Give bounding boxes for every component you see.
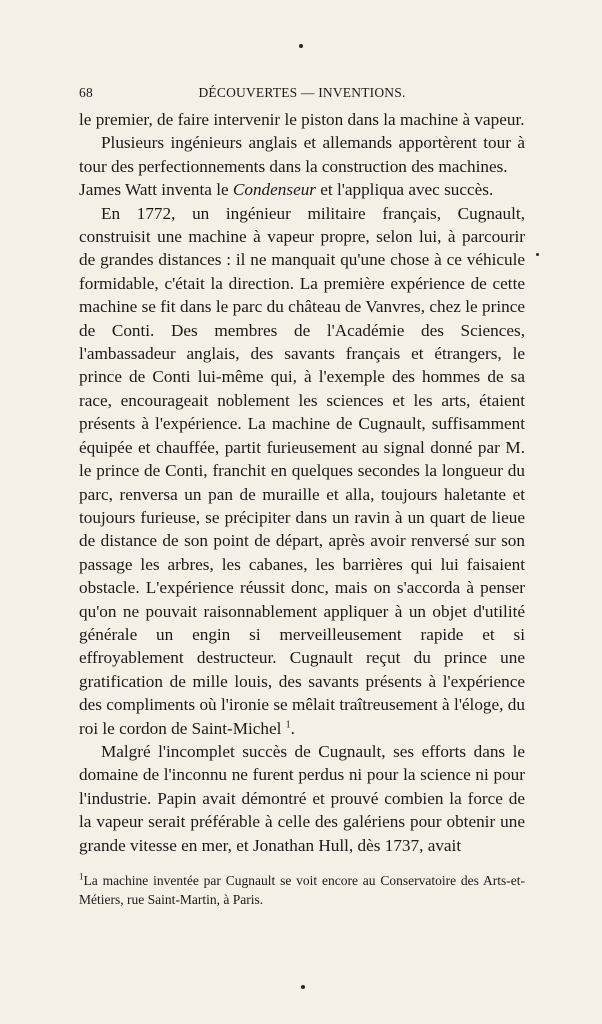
text-run: En 1772, un ingénieur militaire français, Cugnault, construisit une machine à vapeur propre, selon lui, à parcourir de grandes distances : il ne manquait qu'une chose à ce véhicule formidable, c'était la direction. La première expérience de cette machine se fit dans le parc du château de Vanvres, chez le prince de Conti. Des membres de l'Académie des Sciences, l'ambassadeur anglais, des savants français et étrangers, le prince de Conti lui-même qui, à l'exemple des hommes de sa race, encourageait noblement les sciences et les arts, étaient présents à l'expérience. La machine de Cugnault, suffisamment équipée et chauffée, partit furieusement au signal donné par M. le prince de Conti, franchit en quelques secondes la longueur du parc, renversa un pan de muraille et alla, toujours haletante et toujours furieuse, se précipiter dans un ravin à un quart de lieue de distance de son point de départ, après avoir renversé sur son passage les arbres, les cabanes, les barrières qui lui faisaient obstacle. L'expérience réussit donc, mais on s'accorda à penser qu'on ne pouvait raisonnablement appliquer à un objet d'utilité générale un engin si merveilleusement rapide et si effroyablement destructeur. Cugnault reçut du prince une gratification de mille louis, des savants présents à l'expérience des compliments où l'ironie se mêlait traîtreusement à l'éloge, du roi le cordon de Saint-Michel xyxy=(79,203,525,738)
paragraph: Plusieurs ingénieurs anglais et allemands apportèrent tour à tour des perfectionnements dans la construction des machines. xyxy=(79,133,525,176)
right-margin-speck xyxy=(536,253,539,256)
footnote-reference[interactable]: 1 xyxy=(285,718,291,730)
text-run: . xyxy=(290,718,295,738)
footnote-text: La machine inventée par Cugnault se voit encore au Conservatoire des Arts-et-Métiers, rue Saint-Martin, à Paris. xyxy=(79,873,525,907)
text-run: James Watt inventa le xyxy=(79,180,233,200)
running-header xyxy=(79,85,525,105)
paragraph: Malgré l'incomplet succès de Cugnault, ses efforts dans le domaine de l'inconnu ne furent perdus ni pour la science ni pour l'industrie. Papin avait démontré et prouvé combien la force de la vapeur serait préférable à celle des galériens pour obtenir une grande vitesse en mer, et Jonathan Hull, dès 1737, avait xyxy=(79,741,525,855)
bottom-speck xyxy=(301,985,305,989)
paragraph-continued: le premier, de faire intervenir le piston dans la machine à vapeur. xyxy=(79,110,525,129)
italic-term: Condenseur xyxy=(232,180,316,200)
footnote xyxy=(79,871,525,909)
top-speck xyxy=(299,44,303,48)
paragraph-watt xyxy=(79,178,525,201)
text-run: et l'appliqua avec succès. xyxy=(315,180,494,200)
footnote-mark: 1 xyxy=(79,871,84,882)
page-number: 68 xyxy=(79,85,93,100)
paragraph-cugnault xyxy=(79,202,525,740)
body-text xyxy=(79,108,525,857)
running-title: DÉCOUVERTES — INVENTIONS. xyxy=(198,85,406,100)
